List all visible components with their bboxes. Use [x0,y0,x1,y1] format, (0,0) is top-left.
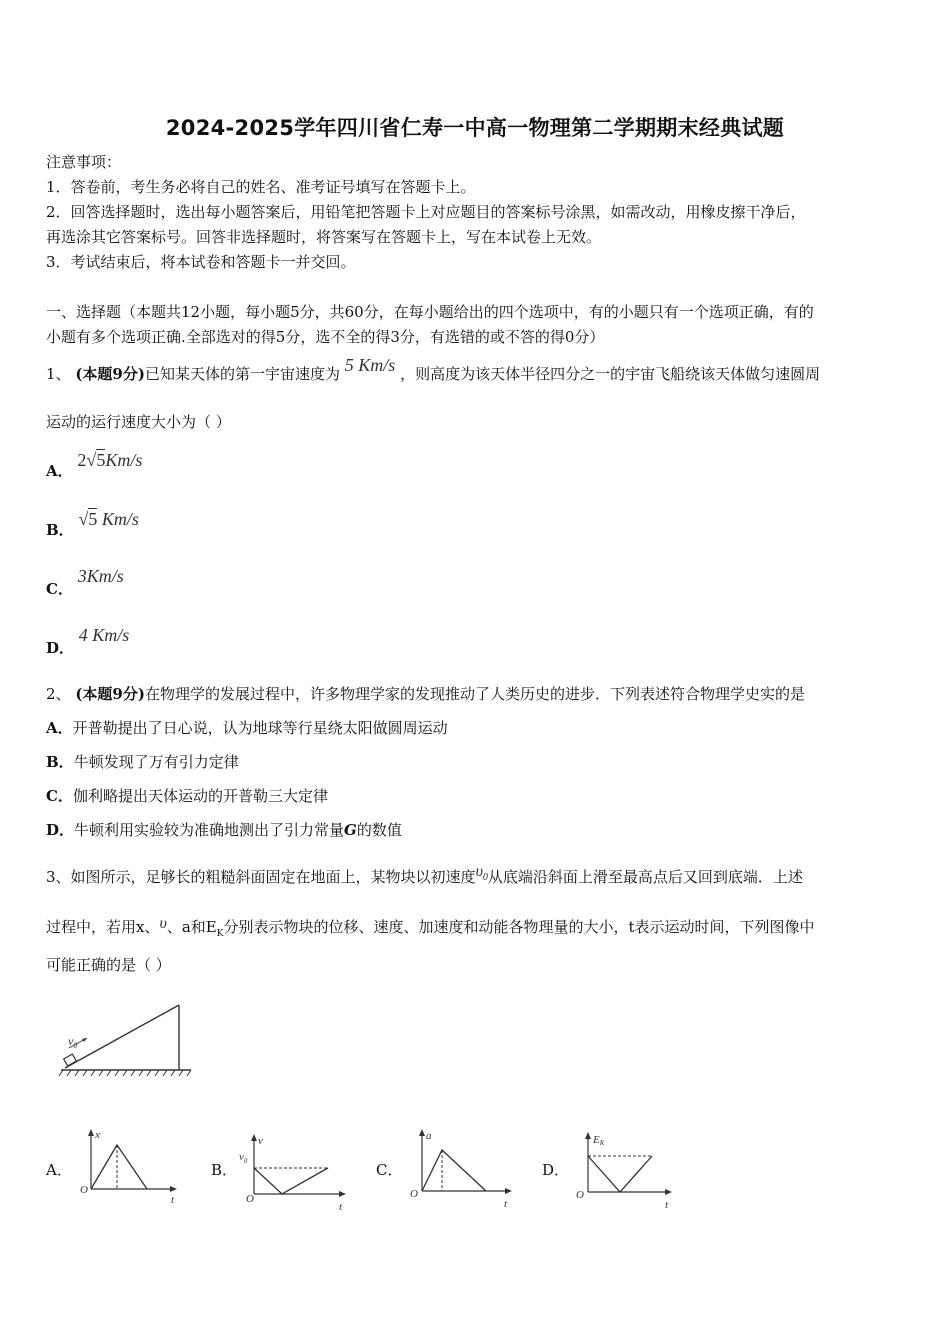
axis-origin: O [410,1188,418,1200]
axis-label-x: t [665,1199,669,1211]
option-text: 伽利略提出天体运动的开普勒三大定律 [72,787,328,805]
notice-item-1: 1．答卷前，考生务必将自己的姓名、准考证号填写在答题卡上。 [46,178,476,196]
axis-label-y: v [258,1135,263,1147]
q3-option-a-label[interactable]: A． [46,1161,72,1179]
notice-item-2: 2．回答选择题时，选出每小题答案后，用铅笔把答题卡上对应题目的答案标号涂黑，如需改动，用橡皮擦干净后， [46,203,806,221]
question-text: 从底端沿斜面上滑至最高点后又回到底端．上述 [487,868,803,886]
graph-d [572,1128,682,1213]
question-3-stem-cont: 过程中，若用x、υ、a和$E_K$分别表示物块的位移、速度、加速度和动能各物理量的大小，t表示运动时间，下列图像中 [46,915,815,939]
question-number: 3、 [46,868,71,886]
q1-option-d[interactable] [46,625,130,657]
axis-label-y: x [95,1129,100,1141]
section-header-line2: 小题有多个选项正确.全部选对的得5分，选不全的得3分，有选错的或不答的得0分） [46,328,605,346]
question-text: ，则高度为该天体半径四分之一的宇宙飞船绕该天体做匀速圆周 [400,365,821,383]
q2-option-a[interactable] [46,718,448,738]
q2-option-b[interactable] [46,752,239,772]
q1-option-a[interactable] [46,450,143,480]
axis-origin: O [246,1193,254,1205]
question-1-stem-cont: 运动的运行速度大小为（ ） [46,413,231,431]
question-3-stem-end: 可能正确的是（ ） [46,956,171,974]
option-text: 牛顿利用实验较为准确地测出了引力常量 [74,821,345,839]
formula-option-b: √5 Km/s [78,509,139,529]
formula-option-d: 4 Km/s [78,625,130,645]
option-label: B． [46,521,74,539]
question-score: (本题9分) [75,365,145,383]
q3-option-b-label[interactable]: B． [211,1161,238,1179]
axis-origin: O [80,1184,88,1196]
option-label: C． [46,580,73,598]
question-text: 在物理学的发展过程中，许多物理学家的发现推动了人类历史的进步．下列表述符合物理学史实的是 [144,685,805,703]
question-1-stem [46,355,821,384]
option-label: B． [46,753,74,771]
q3-option-c-label[interactable]: C． [376,1161,403,1179]
formula-option-a: 2√5Km/s [77,450,143,470]
axis-tick-v0: $v_0$ [239,1151,248,1165]
axis-label-x: t [339,1201,343,1213]
q2-option-c[interactable] [46,786,328,806]
question-text: 如图所示，足够长的粗糙斜面固定在地面上，某物块以初速度 [70,868,476,886]
option-label: A． [46,462,73,480]
option-text: 的数值 [356,821,402,839]
graph-a [75,1125,185,1210]
q3-option-d-label[interactable]: D． [542,1161,570,1179]
option-text: 牛顿发现了万有引力定律 [73,753,239,771]
question-number: 2、 [46,685,71,703]
q1-option-c[interactable] [46,566,124,598]
incline-label-v0: $v_0$ [68,1034,78,1050]
question-3-stem [46,863,803,894]
axis-origin: O [576,1189,584,1201]
section-header-line1: 一、选择题（本题共12小题，每小题5分，共60分，在每小题给出的四个选项中，有的小题只有一个选项正确，有的 [46,303,814,321]
notice-item-2-cont: 再选涂其它答案标号。回答非选择题时，将答案写在答题卡上，写在本试卷上无效。 [46,228,602,246]
incline-figure [55,1000,200,1082]
q1-option-b[interactable] [46,509,139,539]
formula-speed: 5 Km/s [344,355,396,375]
formula-v: υ [159,915,167,932]
axis-label-y: EK [593,1134,605,1147]
question-score: (本题9分) [75,685,145,703]
q2-option-d[interactable] [46,820,402,840]
axis-label-x: t [171,1194,175,1206]
option-label: A． [46,719,73,737]
constant-g: G [344,821,357,839]
axis-label-y: a [426,1130,432,1142]
option-label: D． [46,639,75,657]
notice-heading: 注意事项： [46,153,122,171]
question-number: 1、 [46,365,71,383]
notice-item-3: 3．考试结束后，将本试卷和答题卡一并交回。 [46,253,356,271]
formula-v0: $\upsilon_0$ [475,863,488,884]
formula-option-c: 3Km/s [77,566,124,586]
graph-b [236,1130,351,1215]
question-2-stem [46,684,805,704]
page-title: 2024-2025学年四川省仁寿一中高一物理第二学期期末经典试题 [165,116,785,140]
option-text: 开普勒提出了日心说，认为地球等行星绕太阳做圆周运动 [72,719,448,737]
graph-c [406,1125,521,1210]
option-label: D． [46,821,75,839]
option-label: C． [46,787,73,805]
question-text: 已知某天体的第一宇宙速度为 [144,365,340,383]
axis-label-x: t [504,1198,508,1210]
